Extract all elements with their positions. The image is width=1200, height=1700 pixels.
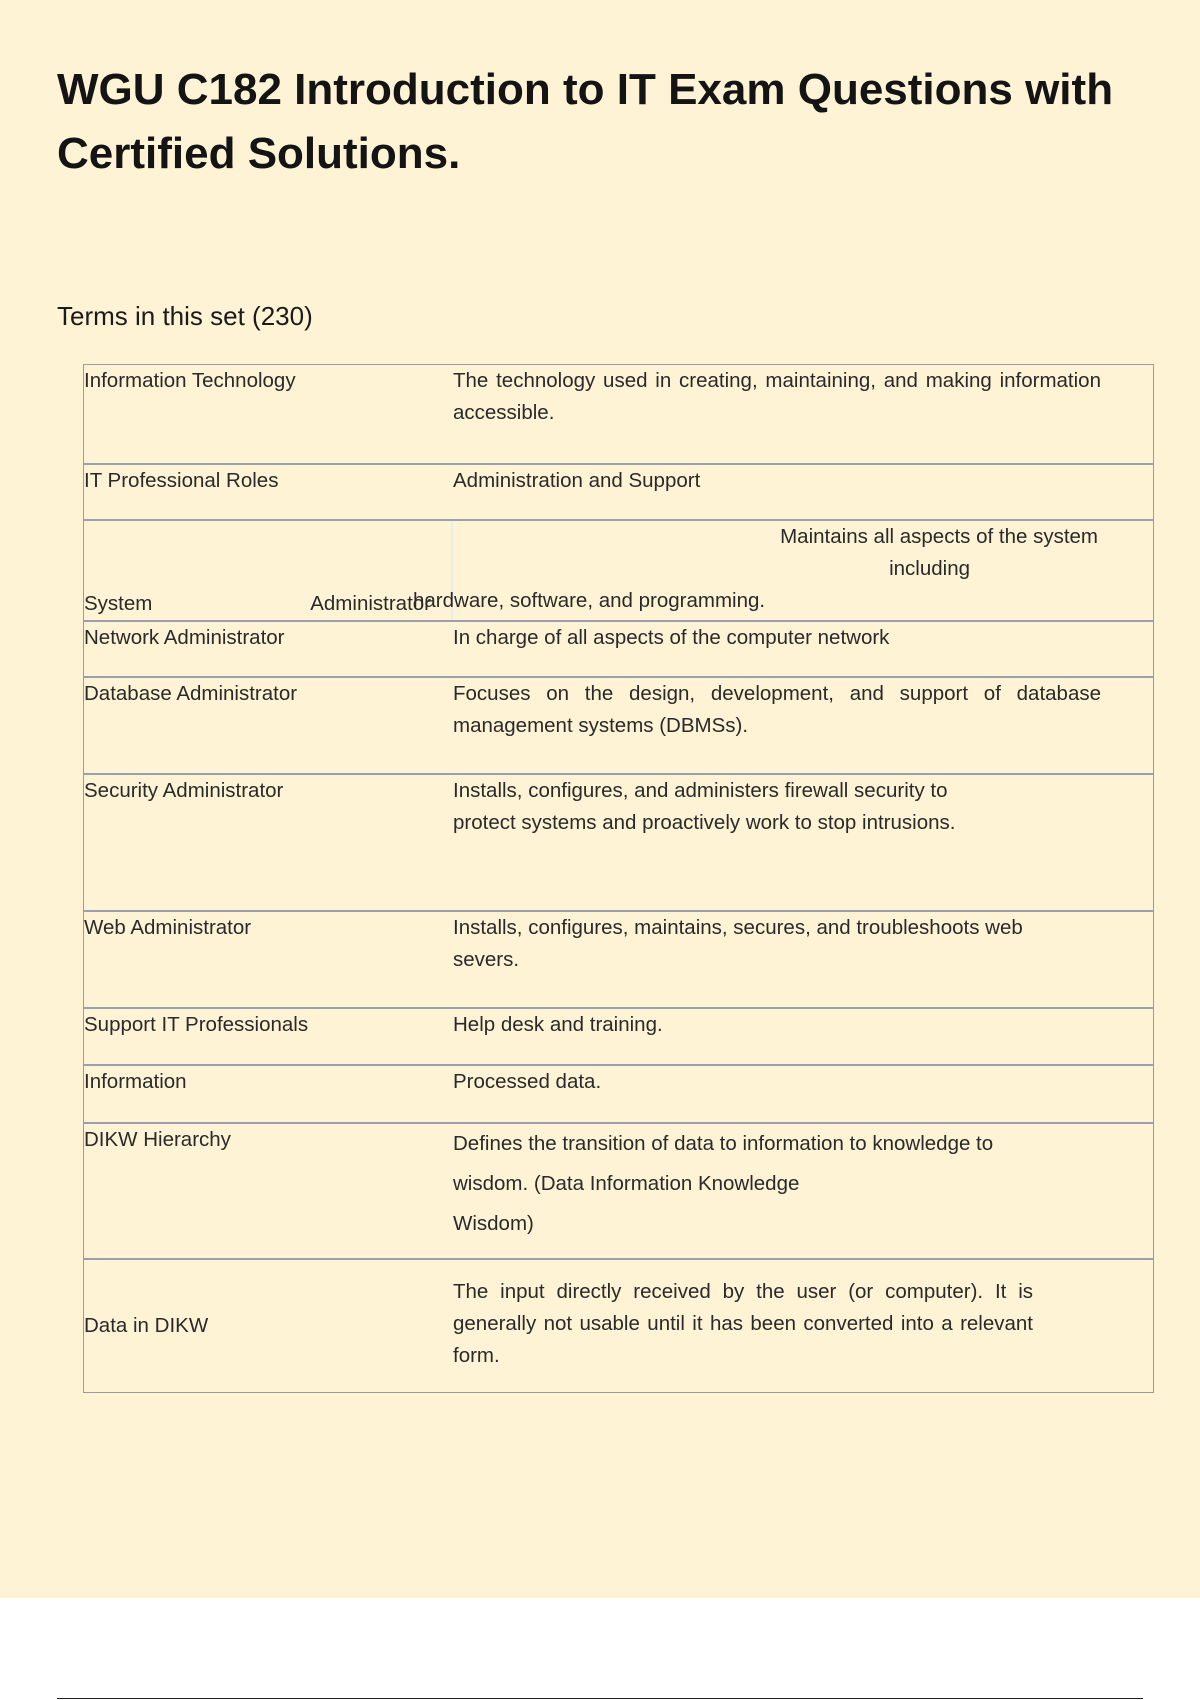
definition-cell: The technology used in creating, maintaining, and making information accessible. [453,369,1101,424]
table-row [84,676,1153,773]
table-row [84,773,1153,910]
term-cell: Data in DIKW [84,1314,209,1337]
term-cell: Information [84,1070,187,1093]
term-cell: DIKW Hierarchy [84,1128,231,1151]
table-row [84,519,1153,620]
definition-cell: Administration and Support [453,469,701,492]
definition-cell: Processed data. [453,1070,602,1093]
term-text-part: System [84,592,153,615]
definition-line: including [889,557,970,580]
term-cell: IT Professional Roles [84,469,279,492]
table-row [84,365,1153,463]
term-cell: Database Administrator [84,682,298,705]
term-cell: Support IT Professionals [84,1013,309,1036]
definition-line: hardware, software, and programming. [413,589,766,612]
table-row [84,463,1153,519]
terms-count: Terms in this set (230) [57,301,313,331]
definition-cell: Focuses on the design, development, and support of database management systems (DBMSs). [453,682,1101,737]
footer-divider [57,1698,1143,1699]
definition-line: Defines the transition of data to information to knowledge to [453,1132,994,1155]
term-cell: Security Administrator [84,779,284,802]
definition-cell: Help desk and training. [453,1013,663,1036]
definition-cell: Installs, configures, and administers firewall security to protect systems and proactively work to stop intrusions. [453,779,956,834]
table-row [84,1258,1153,1392]
table-row [84,910,1153,1007]
definition-line: Wisdom) [453,1212,534,1235]
definition-cell [453,1124,1153,1258]
term-text-part: Administrator [310,592,431,615]
table-row [84,1007,1153,1064]
term-cell: Network Administrator [84,626,285,649]
term-cell: Web Administrator [84,916,252,939]
definition-cell [413,521,1153,620]
document-title: WGU C182 Introduction to IT Exam Questions with Certified Solutions. [57,65,1114,178]
table-row [84,1064,1153,1122]
definition-cell: In charge of all aspects of the computer network [453,626,890,649]
term-cell: Information Technology [84,369,296,392]
terms-table [83,364,1154,1393]
definition-cell: The input directly received by the user (or computer). It is generally not usable until it has been converted into a relevant form. [453,1280,1033,1367]
definition-cell: Installs, configures, maintains, secures, and troubleshoots web severs. [453,916,1023,971]
definition-line: wisdom. (Data Information Knowledge [453,1172,800,1195]
table-row [84,620,1153,676]
table-row [84,1122,1153,1258]
definition-line: Maintains all aspects of the system [780,525,1098,548]
term-cell [84,521,453,620]
